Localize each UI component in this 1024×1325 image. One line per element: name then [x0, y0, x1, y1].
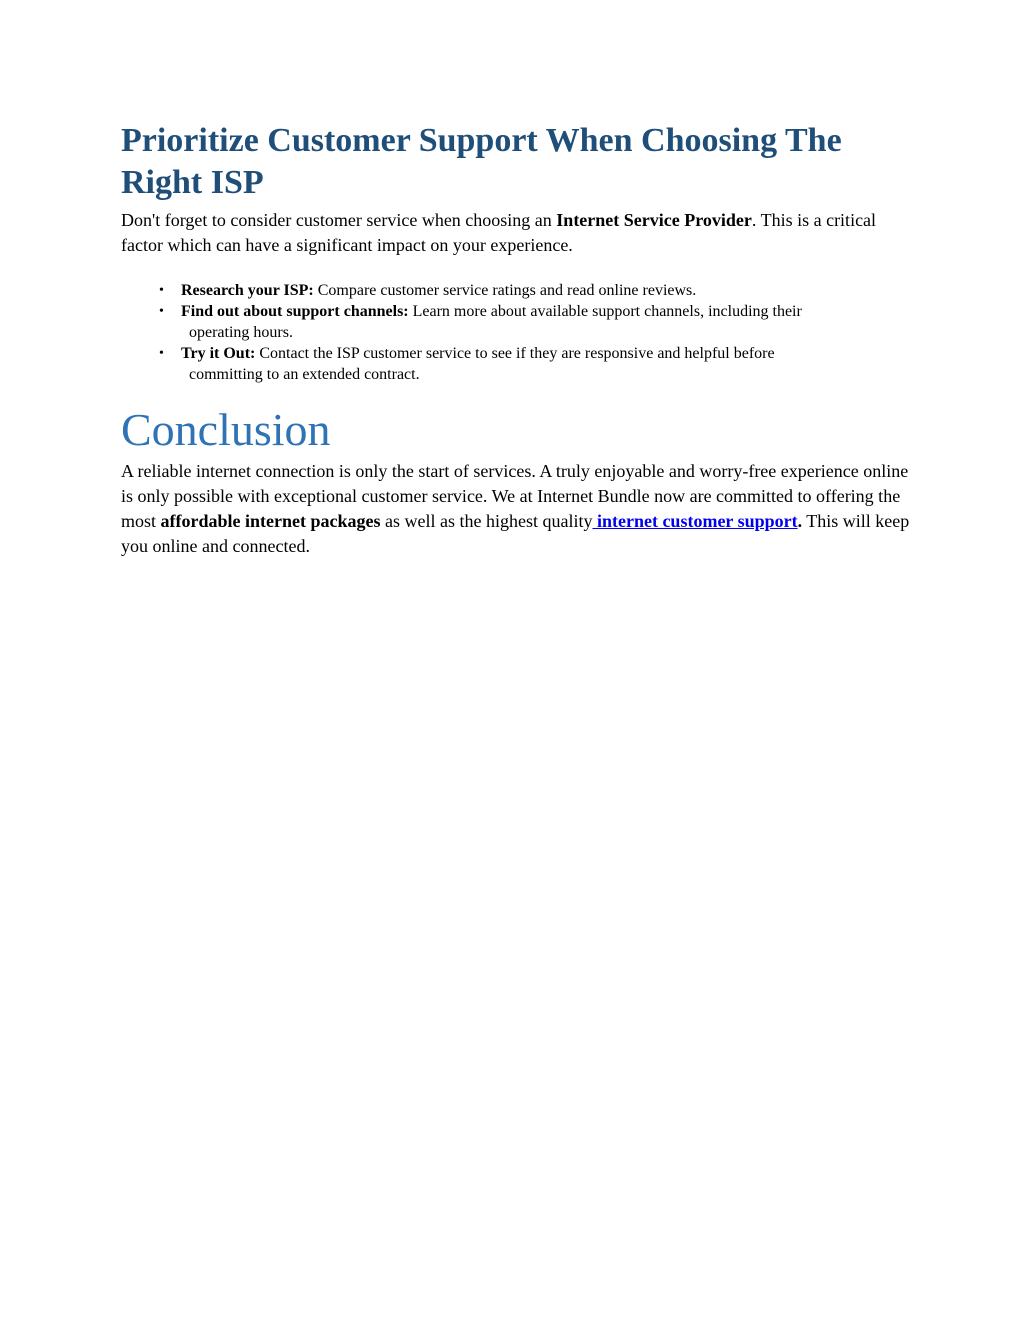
conclusion-paragraph: [121, 459, 921, 559]
list-item: [121, 343, 921, 385]
list-item: [121, 280, 921, 301]
section-title: Prioritize Customer Support When Choosing The Right ISP: [121, 122, 842, 201]
intro-paragraph: [121, 208, 921, 258]
list-item-bold: Find out about support channels:: [181, 303, 409, 320]
conclusion-period: .: [797, 511, 803, 531]
tips-list: [121, 280, 921, 385]
conclusion-text-1: A reliable internet connection is only the start of services. A truly enjoyable and worry-free experience online is only possible with exceptional customer service. We at Internet Bundle now are committed to offering the most: [121, 461, 909, 531]
conclusion-text-2: as well as the highest quality: [380, 511, 593, 531]
conclusion-text-3: This will keep you online and connected.: [121, 511, 910, 556]
bullet-icon: •: [159, 283, 164, 298]
bullet-icon: •: [159, 304, 164, 319]
list-item: [121, 301, 921, 343]
list-item-text: Learn more about available support channels, including their: [408, 303, 802, 320]
list-item-text: Compare customer service ratings and read online reviews.: [313, 282, 697, 299]
document-page: [121, 120, 921, 559]
intro-text-start: Don't forget to consider customer service when choosing an: [121, 210, 557, 230]
customer-support-link[interactable]: internet customer support: [592, 511, 798, 531]
list-item-continuation: operating hours.: [189, 324, 293, 341]
list-item-text: Contact the ISP customer service to see if they are responsive and helpful before: [255, 345, 775, 362]
bullet-icon: •: [159, 346, 164, 361]
list-item-bold: Research your ISP:: [181, 282, 314, 299]
list-item-continuation: committing to an extended contract.: [189, 366, 420, 383]
conclusion-bold-term: affordable internet packages: [160, 511, 381, 531]
conclusion-title: Conclusion: [121, 404, 331, 455]
intro-text-end: . This is a critical factor which can have a significant impact on your experience.: [121, 210, 877, 255]
list-item-bold: Try it Out:: [181, 345, 256, 362]
intro-bold-term: Internet Service Provider: [556, 210, 752, 230]
